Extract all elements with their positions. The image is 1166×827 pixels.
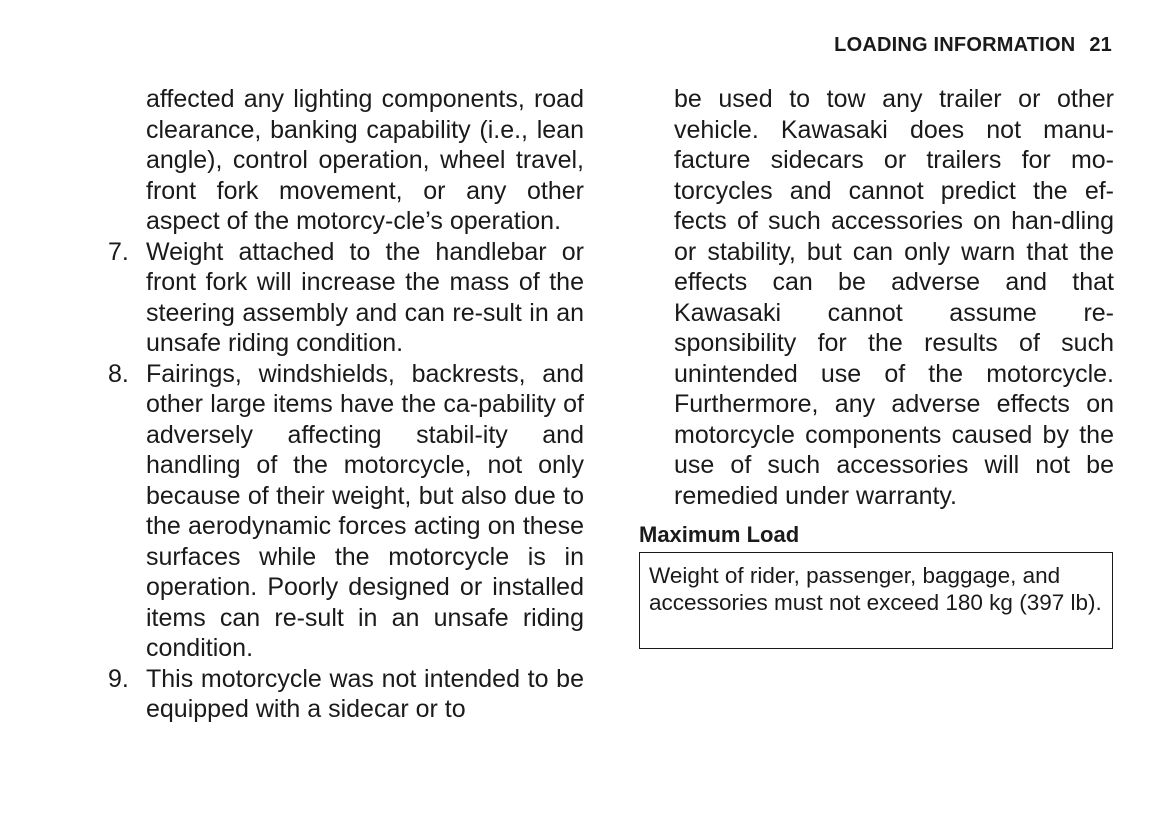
list-item-number: 8. — [108, 359, 129, 388]
list-item-number: 9. — [108, 664, 129, 693]
list-item-text: This motorcycle was not intended to be equipped with a sidecar or to — [146, 664, 584, 723]
right-continuation-paragraph: be used to tow any trailer or other vehicle. Kawasaki does not manu-facture sidecars or trailers for mo-torcycles and cannot predict the ef-fects of such accessories on han-dling or stability, but can only warn that the effects can be adverse and that Kawasaki cannot assume re-sponsibility for the results of such unintended use of the motorcycle. Furthermore, any adverse effects on motorcycle components caused by the use of such accessories will not be remedied under warranty. — [674, 85, 1114, 510]
page-header — [834, 34, 1112, 57]
left-continuation-paragraph: affected any lighting components, road clearance, banking capability (i.e., lean angle), control operation, wheel travel, front fork movement, or any other aspect of the motorcy-cle’s operation. — [146, 85, 584, 235]
list-item-text: Weight attached to the handlebar or front fork will increase the mass of the steering assembly and can re-sult in an unsafe riding condition. — [146, 237, 584, 357]
left-column — [108, 84, 584, 725]
list-item-text: Fairings, windshields, backrests, and other large items have the ca-pability of adversely affecting stabil-ity and handling of the motorcycle, not only because of their weight, but also due to the aerodynamic forces acting on these surfaces while the motorcycle is in operation. Poorly designed or installed items can re-sult in an unsafe riding condition. — [146, 359, 584, 662]
page-number: 21 — [1089, 34, 1112, 56]
maximum-load-heading: Maximum Load — [639, 522, 800, 547]
list-item-7 — [108, 237, 584, 359]
list-item-9 — [108, 664, 584, 725]
list-item-number: 7. — [108, 237, 129, 266]
right-column — [674, 84, 1114, 511]
maximum-load-notice-text: Weight of rider, passenger, baggage, and accessories must not exceed 180 kg (397 lb). — [649, 563, 1102, 615]
section-title: LOADING INFORMATION — [834, 34, 1076, 56]
maximum-load-notice-box — [639, 552, 1113, 649]
list-item-8 — [108, 359, 584, 664]
